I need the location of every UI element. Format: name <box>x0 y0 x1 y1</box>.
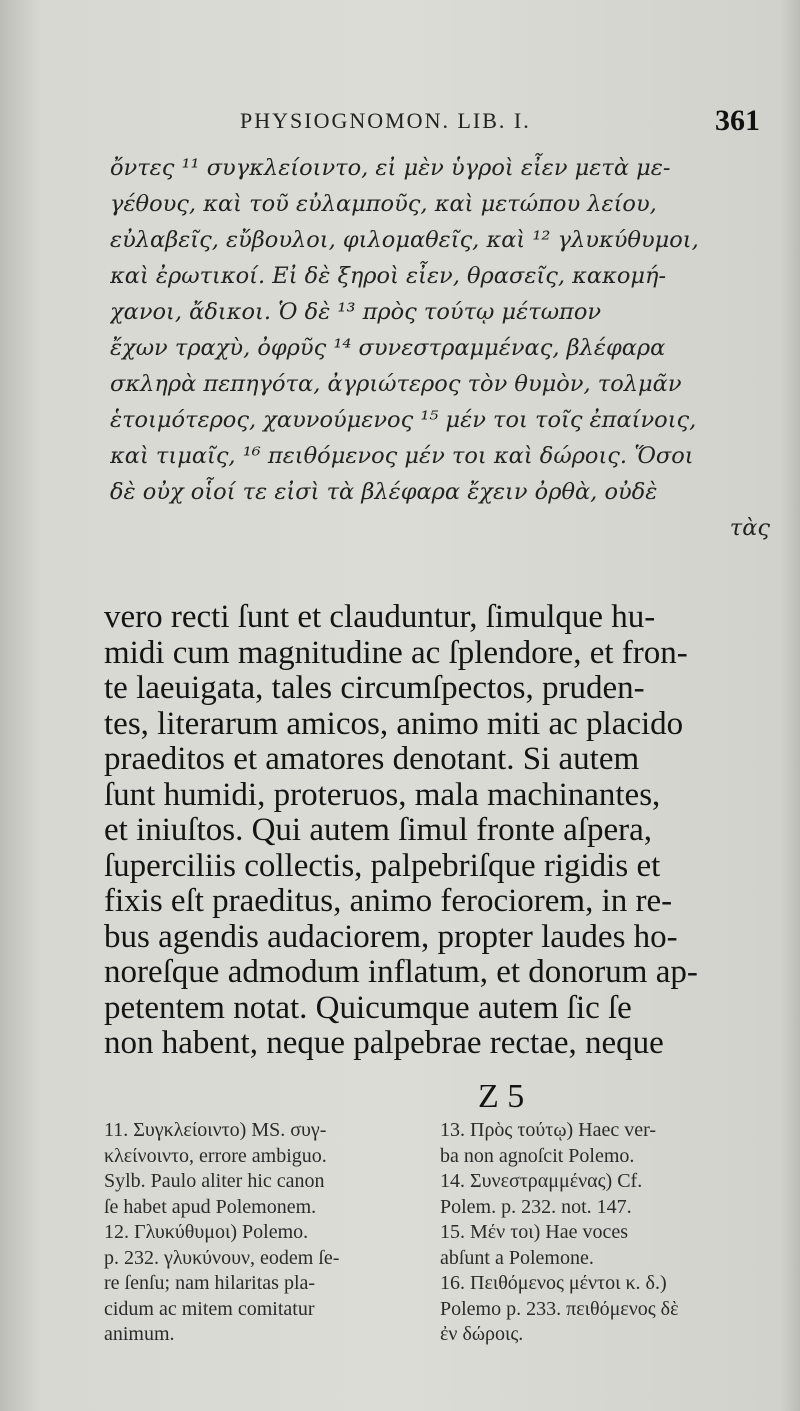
latin-line: praeditos et amatores denotant. Si autem <box>104 742 640 777</box>
footnote-line: 14. Συνεστραμμένας) Cf. <box>440 1170 643 1192</box>
footnote-line: 15. Μέν τοι) Hae voces <box>440 1221 629 1243</box>
footnote-line: p. 232. γλυκύνουν, eodem ſe- <box>104 1246 340 1269</box>
latin-line: petentem notat. Quicumque autem ſic ſe <box>104 990 632 1026</box>
footnotes <box>104 1118 768 1378</box>
latin-line: vero recti ſunt et clauduntur, ſimulque hu- <box>104 600 656 635</box>
footnote-line: 12. Γλυκύθυμοι) Polemo. <box>104 1221 309 1243</box>
latin-line: bus agendis audaciorem, propter laudes ho- <box>104 919 678 955</box>
latin-line: te laeuigata, tales circumſpectos, pruden- <box>104 671 645 706</box>
latin-line: et iniuſtos. Qui autem ſimul fronte aſpera, <box>104 813 653 848</box>
footnote-line: 13. Πρὸς τούτῳ) Haec ver- <box>440 1119 657 1141</box>
latin-line: tes, literarum amicos, animo miti ac placido <box>104 706 684 742</box>
footnotes-left-column <box>104 1118 426 1348</box>
footnote-line: animum. <box>104 1323 175 1345</box>
greek-line: σκληρὰ πεπηγότα, ἀγριώτερος τὸν θυμὸν, τολμᾶν <box>110 371 682 397</box>
greek-line: ἔχων τραχὺ, ὀφρῦς ¹⁴ συνεστραμμένας, βλέφαρα <box>110 335 666 361</box>
footnote-line: ἐν δώροις. <box>440 1323 524 1345</box>
footnote-line: abſunt a Polemone. <box>440 1246 594 1269</box>
latin-line: ſunt humidi, proteruos, mala machinantes, <box>104 777 661 813</box>
latin-text-block <box>104 600 768 1062</box>
footnote-line: ba non agnoſcit Polemo. <box>440 1144 635 1167</box>
greek-line: ὄντες ¹¹ συγκλείοιντο, εἰ μὲν ὑγροὶ εἶεν μετὰ με- <box>110 155 671 181</box>
greek-line: δὲ οὐχ οἷοί τε εἰσὶ τὰ βλέφαρα ἔχειν ὀρθὰ, οὐδὲ <box>110 479 658 505</box>
footnote-line: 11. Συγκλείοιντο) MS. συγ- <box>104 1119 327 1141</box>
latin-line: non habent, neque palpebrae rectae, neque <box>104 1026 664 1061</box>
latin-line: noreſque admodum inflatum, et donorum ap- <box>104 955 698 990</box>
latin-line: fixis eſt praeditus, animo ferociorem, in re- <box>104 884 673 919</box>
footnote-line: cidum ac mitem comitatur <box>104 1297 315 1320</box>
greek-text-block <box>110 150 770 546</box>
greek-line: καὶ ἐρωτικοί. Εἰ δὲ ξηροὶ εἶεν, θρασεῖς, κακομή- <box>110 263 667 289</box>
greek-line: ἑτοιμότερος, χαυνούμενος ¹⁵ μέν τοι τοῖς ἐπαίνοις, <box>110 407 697 433</box>
running-head: PHYSIOGNOMON. LIB. I. <box>240 108 531 133</box>
footnote-line: Polem. p. 232. not. 147. <box>440 1195 632 1218</box>
latin-line: midi cum magnitudine ac ſplendore, et fron- <box>104 635 688 671</box>
greek-line: εὐλαβεῖς, εὔβουλοι, φιλομαθεῖς, καὶ ¹² γλυκύθυμοι, <box>110 227 699 253</box>
greek-line: καὶ τιμαῖς, ¹⁶ πειθόμενος μέν τοι καὶ δώροις. Ὅσοι <box>110 443 694 469</box>
page-number: 361 <box>715 104 760 137</box>
footnote-line: Polemo p. 233. πειθόμενος δὲ <box>440 1297 679 1320</box>
greek-line: χανοι, ἄδικοι. Ὁ δὲ ¹³ πρὸς τούτῳ μέτωπον <box>110 299 602 325</box>
footnote-line: 16. Πειθόμενος μέντοι κ. δ.) <box>440 1272 667 1294</box>
footnotes-right-column <box>440 1118 762 1348</box>
footnote-line: re ſenſu; nam hilaritas pla- <box>104 1272 316 1294</box>
footnote-line: κλείνοιντο, errore ambiguo. <box>104 1144 327 1167</box>
latin-line: ſuperciliis collectis, palpebriſque rigidis et <box>104 848 661 884</box>
signature-mark: Z 5 <box>478 1078 525 1115</box>
greek-catchword: τὰς <box>729 515 770 541</box>
greek-line: γέθους, καὶ τοῦ εὐλαμποῦς, καὶ μετώπου λείου, <box>110 191 657 217</box>
footnote-line: Sylb. Paulo aliter hic canon <box>104 1170 325 1192</box>
footnote-line: ſe habet apud Polemonem. <box>104 1195 317 1218</box>
page-header <box>240 104 760 138</box>
